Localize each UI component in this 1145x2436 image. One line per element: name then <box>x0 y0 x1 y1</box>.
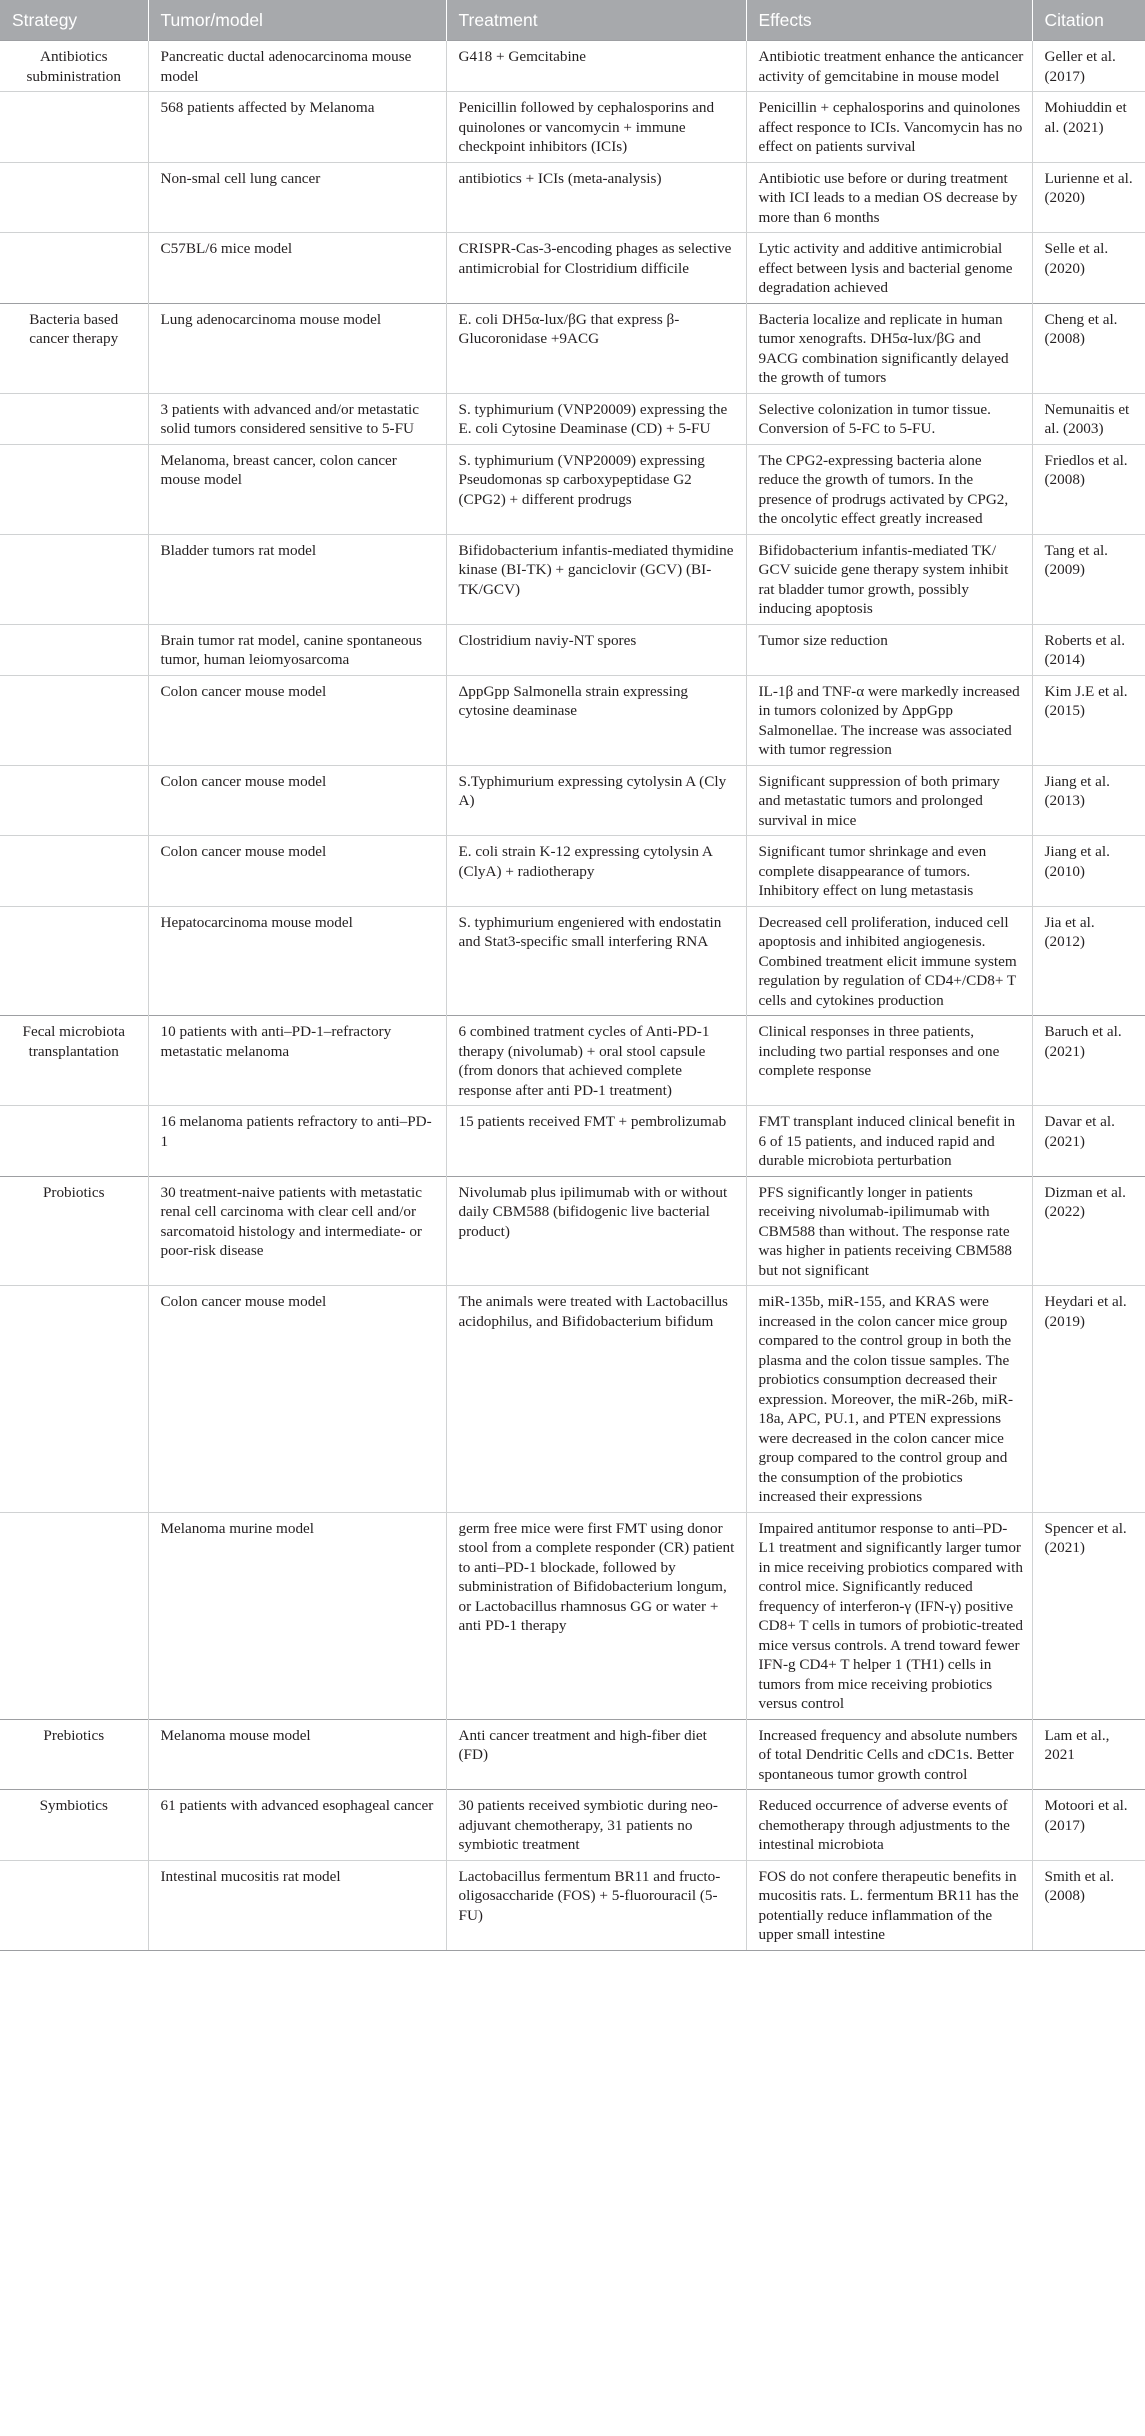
treatment-cell: S. typhimurium (VNP20009) expressing Pseudomonas sp carboxypeptidase G2 (CPG2) + different prodrugs <box>446 444 746 534</box>
citation-cell: Heydari et al. (2019) <box>1032 1286 1145 1513</box>
strategy-cell <box>0 906 148 1016</box>
strategy-cell <box>0 393 148 444</box>
effects-cell: Antibiotic treatment enhance the anticancer activity of gemcitabine in mouse model <box>746 41 1032 92</box>
table-row <box>0 624 1145 675</box>
strategy-cell <box>0 765 148 836</box>
effects-cell: FMT transplant induced clinical benefit in 6 of 15 patients, and induced rapid and durable microbiota perturbation <box>746 1106 1032 1177</box>
citation-cell: Jiang et al. (2013) <box>1032 765 1145 836</box>
treatment-cell: germ free mice were first FMT using donor stool from a complete responder (CR) patient to anti–PD-1 blockade, followed by subministration of Bifidobacterium longum, or Lactobacillus rhamnosus GG or water + anti PD-1 therapy <box>446 1512 746 1719</box>
tumor-cell: Hepatocarcinoma mouse model <box>148 906 446 1016</box>
header-strategy: Strategy <box>0 0 148 41</box>
tumor-cell: Colon cancer mouse model <box>148 675 446 765</box>
tumor-cell: 16 melanoma patients refractory to anti–PD-1 <box>148 1106 446 1177</box>
treatment-cell: CRISPR-Cas-3-encoding phages as selective antimicrobial for Clostridium difficile <box>446 233 746 304</box>
citation-cell: Motoori et al. (2017) <box>1032 1790 1145 1861</box>
table-row <box>0 765 1145 836</box>
table-row <box>0 92 1145 163</box>
tumor-cell: Brain tumor rat model, canine spontaneous tumor, human leiomyosarcoma <box>148 624 446 675</box>
citation-cell: Friedlos et al. (2008) <box>1032 444 1145 534</box>
tumor-cell: 30 treatment-naive patients with metastatic renal cell carcinoma with clear cell and/or sarcomatoid histology and intermediate- or poor-risk disease <box>148 1176 446 1286</box>
strategy-cell <box>0 534 148 624</box>
table-row <box>0 534 1145 624</box>
treatment-cell: E. coli strain K-12 expressing cytolysin A (ClyA) + radiotherapy <box>446 836 746 907</box>
strategy-cell <box>0 1286 148 1513</box>
tumor-cell: Lung adenocarcinoma mouse model <box>148 303 446 393</box>
tumor-cell: Intestinal mucositis rat model <box>148 1860 446 1950</box>
effects-cell: Selective colonization in tumor tissue. Conversion of 5-FC to 5-FU. <box>746 393 1032 444</box>
strategy-cell: Bacteria based cancer therapy <box>0 303 148 393</box>
strategy-cell <box>0 1512 148 1719</box>
table-row <box>0 233 1145 304</box>
strategy-cell <box>0 624 148 675</box>
strategy-cell: Probiotics <box>0 1176 148 1286</box>
effects-cell: Penicillin + cephalosporins and quinolones affect responce to ICIs. Vancomycin has no effect on patients survival <box>746 92 1032 163</box>
citation-cell: Lam et al., 2021 <box>1032 1719 1145 1790</box>
header-row <box>0 0 1145 41</box>
treatment-cell: antibiotics + ICIs (meta-analysis) <box>446 162 746 233</box>
effects-cell: Significant suppression of both primary and metastatic tumors and prolonged survival in mice <box>746 765 1032 836</box>
header-treatment: Treatment <box>446 0 746 41</box>
table-row <box>0 1860 1145 1950</box>
table-row <box>0 1790 1145 1861</box>
strategy-cell: Fecal microbiota transplantation <box>0 1016 148 1106</box>
strategy-cell <box>0 92 148 163</box>
treatment-cell: Penicillin followed by cephalosporins and quinolones or vancomycin + immune checkpoint inhibitors (ICIs) <box>446 92 746 163</box>
treatment-cell: E. coli DH5α-lux/βG that express β-Glucoronidase +9ACG <box>446 303 746 393</box>
citation-cell: Nemunaitis et al. (2003) <box>1032 393 1145 444</box>
table-row <box>0 1719 1145 1790</box>
tumor-cell: 61 patients with advanced esophageal cancer <box>148 1790 446 1861</box>
effects-cell: Impaired antitumor response to anti–PD-L1 treatment and significantly larger tumor in mice receiving probiotics compared with control mice. Significantly reduced frequency of interferon-γ (IFN-γ) positive CD8+ T cells in tumors of probiotic-treated mice versus controls. A trend toward fewer IFN-g CD4+ T helper 1 (TH1) cells in tumors from mice receiving probiotics versus control <box>746 1512 1032 1719</box>
citation-cell: Mohiuddin et al. (2021) <box>1032 92 1145 163</box>
strategy-cell <box>0 162 148 233</box>
effects-cell: FOS do not confere therapeutic benefits in mucositis rats. L. fermentum BR11 has the potentially reduce inflammation of the upper small intestine <box>746 1860 1032 1950</box>
table-row <box>0 836 1145 907</box>
effects-cell: Reduced occurrence of adverse events of chemotherapy through adjustments to the intestinal microbiota <box>746 1790 1032 1861</box>
tumor-cell: Non-smal cell lung cancer <box>148 162 446 233</box>
treatment-cell: ΔppGpp Salmonella strain expressing cytosine deaminase <box>446 675 746 765</box>
table-row <box>0 393 1145 444</box>
treatment-cell: S.Typhimurium expressing cytolysin A (Cly A) <box>446 765 746 836</box>
strategy-cell <box>0 1106 148 1177</box>
table-row <box>0 906 1145 1016</box>
effects-cell: Bifidobacterium infantis-mediated TK/ GCV suicide gene therapy system inhibit rat bladder tumor growth, possibly inducing apoptosis <box>746 534 1032 624</box>
tumor-cell: Colon cancer mouse model <box>148 1286 446 1513</box>
table-row <box>0 675 1145 765</box>
tumor-cell: Bladder tumors rat model <box>148 534 446 624</box>
citation-cell: Smith et al. (2008) <box>1032 1860 1145 1950</box>
citation-cell: Davar et al. (2021) <box>1032 1106 1145 1177</box>
tumor-cell: Melanoma murine model <box>148 1512 446 1719</box>
table-row <box>0 1512 1145 1719</box>
tumor-cell: Melanoma mouse model <box>148 1719 446 1790</box>
tumor-cell: 3 patients with advanced and/or metastatic solid tumors considered sensitive to 5-FU <box>148 393 446 444</box>
effects-cell: Antibiotic use before or during treatment with ICI leads to a median OS decrease by more than 6 months <box>746 162 1032 233</box>
table-row <box>0 303 1145 393</box>
effects-cell: Increased frequency and absolute numbers of total Dendritic Cells and cDC1s. Better spontaneous tumor growth control <box>746 1719 1032 1790</box>
effects-cell: IL-1β and TNF-α were markedly increased in tumors colonized by ΔppGpp Salmonellae. The increase was associated with tumor regression <box>746 675 1032 765</box>
effects-cell: Lytic activity and additive antimicrobial effect between lysis and bacterial genome degradation achieved <box>746 233 1032 304</box>
header-citation: Citation <box>1032 0 1145 41</box>
treatment-cell: Anti cancer treatment and high-fiber diet (FD) <box>446 1719 746 1790</box>
table-row <box>0 1016 1145 1106</box>
effects-cell: Significant tumor shrinkage and even complete disappearance of tumors. Inhibitory effect on lung metastasis <box>746 836 1032 907</box>
header-tumor-model: Tumor/model <box>148 0 446 41</box>
table-row <box>0 162 1145 233</box>
effects-cell: miR-135b, miR-155, and KRAS were increased in the colon cancer mice group compared to the control group in both the plasma and the colon tissue samples. The probiotics consumption decreased their expression. Moreover, the miR-26b, miR-18a, APC, PU.1, and PTEN expressions were decreased in the colon cancer mice group compared to the control group and the consumption of the probiotics increased their expressions <box>746 1286 1032 1513</box>
strategy-cell: Prebiotics <box>0 1719 148 1790</box>
tumor-cell: 10 patients with anti–PD-1–refractory metastatic melanoma <box>148 1016 446 1106</box>
citation-cell: Jia et al. (2012) <box>1032 906 1145 1016</box>
treatment-cell: Bifidobacterium infantis-mediated thymidine kinase (BI-TK) + ganciclovir (GCV) (BI-TK/GCV) <box>446 534 746 624</box>
strategy-cell <box>0 233 148 304</box>
treatment-cell: S. typhimurium (VNP20009) expressing the E. coli Cytosine Deaminase (CD) + 5-FU <box>446 393 746 444</box>
treatment-cell: G418 + Gemcitabine <box>446 41 746 92</box>
citation-cell: Spencer et al. (2021) <box>1032 1512 1145 1719</box>
citation-cell: Selle et al. (2020) <box>1032 233 1145 304</box>
strategy-cell <box>0 1860 148 1950</box>
tumor-cell: C57BL/6 mice model <box>148 233 446 304</box>
effects-cell: Tumor size reduction <box>746 624 1032 675</box>
treatment-cell: Lactobacillus fermentum BR11 and fructo-oligosaccharide (FOS) + 5-fluorouracil (5-FU) <box>446 1860 746 1950</box>
treatment-cell: 15 patients received FMT + pembrolizumab <box>446 1106 746 1177</box>
treatment-cell: 6 combined tratment cycles of Anti-PD-1 therapy (nivolumab) + oral stool capsule (from donors that achieved complete response after anti PD-1 treatment) <box>446 1016 746 1106</box>
citation-cell: Tang et al. (2009) <box>1032 534 1145 624</box>
tumor-cell: 568 patients affected by Melanoma <box>148 92 446 163</box>
strategy-cell <box>0 444 148 534</box>
effects-cell: Bacteria localize and replicate in human tumor xenografts. DH5α-lux/βG and 9ACG combination significantly delayed the growth of tumors <box>746 303 1032 393</box>
tumor-cell: Colon cancer mouse model <box>148 765 446 836</box>
strategy-cell: Antibiotics subministration <box>0 41 148 92</box>
strategy-cell <box>0 675 148 765</box>
effects-cell: PFS significantly longer in patients receiving nivolumab-ipilimumab with CBM588 than without. The response rate was higher in patients receiving CBM588 but not significant <box>746 1176 1032 1286</box>
effects-cell: Clinical responses in three patients, including two partial responses and one complete response <box>746 1016 1032 1106</box>
citation-cell: Lurienne et al. (2020) <box>1032 162 1145 233</box>
citation-cell: Cheng et al. (2008) <box>1032 303 1145 393</box>
treatment-cell: S. typhimurium engeniered with endostatin and Stat3-specific small interfering RNA <box>446 906 746 1016</box>
citation-cell: Jiang et al. (2010) <box>1032 836 1145 907</box>
citation-cell: Kim J.E et al. (2015) <box>1032 675 1145 765</box>
citation-cell: Baruch et al. (2021) <box>1032 1016 1145 1106</box>
citation-cell: Roberts et al. (2014) <box>1032 624 1145 675</box>
citation-cell: Dizman et al. (2022) <box>1032 1176 1145 1286</box>
treatment-cell: 30 patients received symbiotic during neo-adjuvant chemotherapy, 31 patients no symbiotic treatment <box>446 1790 746 1861</box>
table-row <box>0 1286 1145 1513</box>
table-row <box>0 444 1145 534</box>
tumor-cell: Melanoma, breast cancer, colon cancer mouse model <box>148 444 446 534</box>
effects-cell: The CPG2-expressing bacteria alone reduce the growth of tumors. In the presence of prodrugs activated by CPG2, the oncolytic effect greatly increased <box>746 444 1032 534</box>
citation-cell: Geller et al. (2017) <box>1032 41 1145 92</box>
effects-cell: Decreased cell proliferation, induced cell apoptosis and inhibited angiogenesis. Combined treatment elicit immune system regulation by regulation of CD4+/CD8+ T cells and cytokines production <box>746 906 1032 1016</box>
treatment-cell: The animals were treated with Lactobacillus acidophilus, and Bifidobacterium bifidum <box>446 1286 746 1513</box>
table-row <box>0 1106 1145 1177</box>
treatment-cell: Nivolumab plus ipilimumab with or without daily CBM588 (bifidogenic live bacterial product) <box>446 1176 746 1286</box>
strategy-cell <box>0 836 148 907</box>
tumor-cell: Colon cancer mouse model <box>148 836 446 907</box>
strategy-cell: Symbiotics <box>0 1790 148 1861</box>
table-row <box>0 1176 1145 1286</box>
table-row <box>0 41 1145 92</box>
treatment-cell: Clostridium naviy-NT spores <box>446 624 746 675</box>
header-effects: Effects <box>746 0 1032 41</box>
tumor-cell: Pancreatic ductal adenocarcinoma mouse model <box>148 41 446 92</box>
